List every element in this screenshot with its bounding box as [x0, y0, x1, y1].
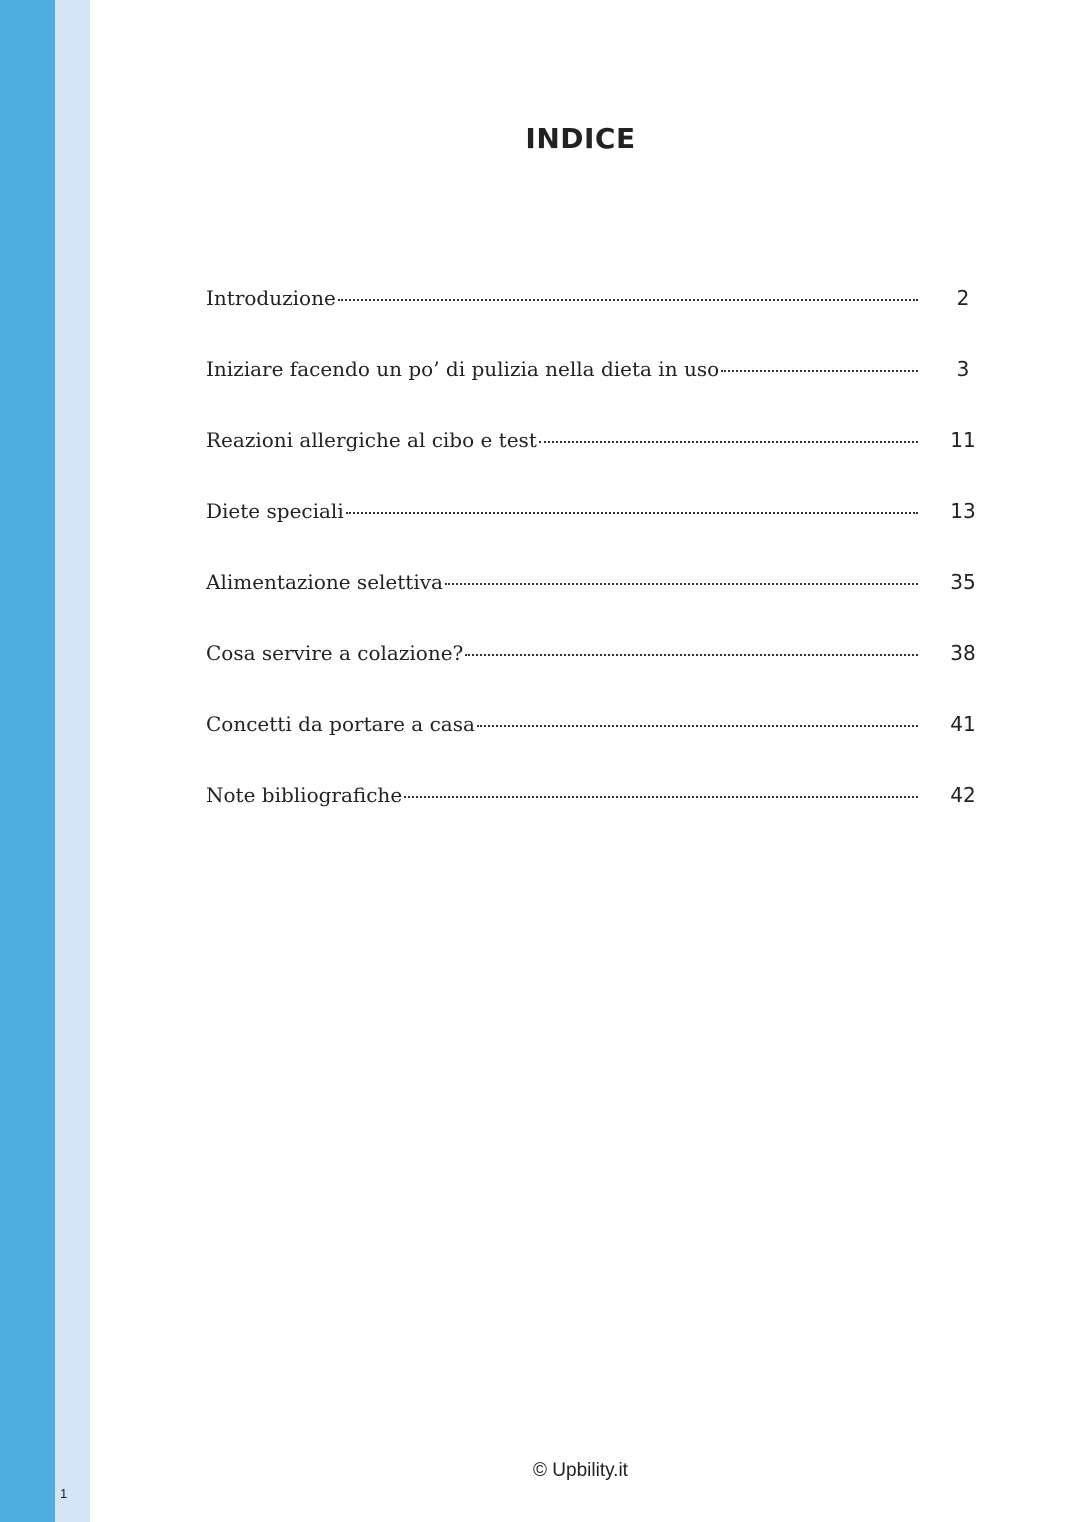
toc-entry-alimentazione[interactable] [206, 570, 978, 641]
toc-entry-page: 38 [950, 641, 976, 665]
toc-leader [719, 374, 920, 376]
sidebar-band-dark [0, 0, 55, 1522]
table-of-contents [206, 286, 978, 854]
toc-entry-title: Concetti da portare a casa [206, 712, 475, 736]
toc-leader [344, 516, 920, 518]
toc-entry-title: Cosa servire a colazione? [206, 641, 464, 665]
toc-entry-title: Diete speciali [206, 499, 344, 523]
toc-entry-page: 3 [956, 357, 970, 381]
toc-entry-title: Note bibliografiche [206, 783, 403, 807]
toc-entry-reazioni[interactable] [206, 428, 978, 499]
toc-entry-page: 13 [950, 499, 976, 523]
toc-entry-colazione[interactable] [206, 641, 978, 712]
toc-entry-page: 41 [950, 712, 976, 736]
toc-leader [443, 587, 920, 589]
toc-entry-title: Alimentazione selettiva [206, 570, 443, 594]
toc-entry-introduzione[interactable] [206, 286, 978, 357]
toc-leader [336, 303, 920, 305]
footer-copyright: © Upbility.it [533, 1460, 628, 1481]
toc-leader [475, 729, 920, 731]
toc-entry-diete[interactable] [206, 499, 978, 570]
toc-leader [463, 658, 920, 660]
toc-entry-page: 11 [950, 428, 976, 452]
toc-entry-page: 35 [950, 570, 976, 594]
page-number: 1 [60, 1486, 68, 1501]
toc-entry-title: Introduzione [206, 286, 336, 310]
toc-leader [402, 800, 920, 802]
toc-entry-concetti[interactable] [206, 712, 978, 783]
toc-entry-note[interactable] [206, 783, 978, 854]
toc-entry-title: Reazioni allergiche al cibo e test [206, 428, 537, 452]
toc-entry-page: 42 [950, 783, 976, 807]
toc-leader [537, 445, 920, 447]
toc-entry-page: 2 [956, 286, 970, 310]
toc-entry-iniziare[interactable] [206, 357, 978, 428]
toc-entry-title: Iniziare facendo un po’ di pulizia nella dieta in uso [206, 357, 720, 381]
sidebar-band-light [55, 0, 90, 1522]
page-title: INDICE [525, 122, 636, 155]
